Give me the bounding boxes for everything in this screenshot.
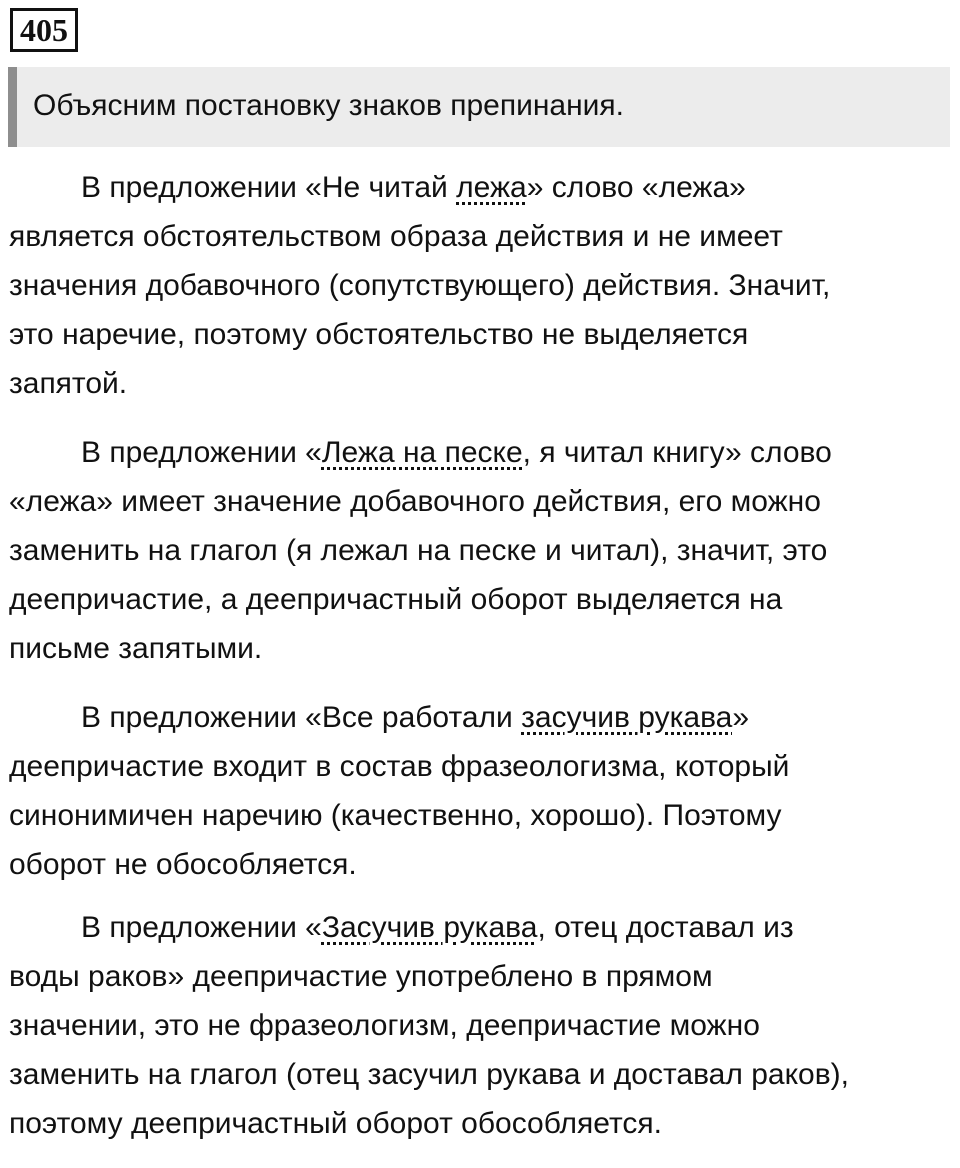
text-segment: значения добавочного (сопутствующего) действия. Значит,: [9, 269, 831, 302]
text-segment: В предложении «Не читай: [81, 171, 457, 204]
text-segment: » слово «лежа»: [526, 171, 746, 204]
text-line: [9, 575, 951, 624]
text-line: [9, 903, 951, 952]
paragraph: [9, 693, 951, 889]
text-segment: «лежа» имеет значение добавочного действия, его можно: [9, 485, 821, 518]
explanation-text: [9, 163, 951, 1168]
text-segment: , отец доставал из: [537, 911, 794, 944]
text-segment: деепричастие входит в состав фразеологизма, который: [9, 750, 790, 783]
text-segment: »: [732, 701, 750, 734]
heading-text: Объясним постановку знаков препинания.: [33, 89, 625, 122]
text-line: [9, 526, 951, 575]
text-segment: письме запятыми.: [9, 632, 263, 665]
text-segment: это наречие, поэтому обстоятельство не выделяется: [9, 318, 749, 351]
text-line: [9, 212, 951, 261]
text-line: [9, 791, 951, 840]
text-line: [9, 693, 951, 742]
paragraph: [9, 163, 951, 408]
text-segment: оборот не обособляется.: [9, 848, 357, 881]
underlined-adverbial: Засучив рукава: [321, 911, 538, 944]
text-line: [9, 310, 951, 359]
text-line: [9, 840, 951, 889]
text-line: [9, 428, 951, 477]
heading-box: [8, 67, 950, 147]
text-segment: синонимичен наречию (качественно, хорошо). Поэтому: [9, 799, 782, 832]
paragraph: [9, 428, 951, 673]
paragraph: [9, 903, 951, 1148]
text-segment: значении, это не фразеологизм, деепричастие можно: [9, 1009, 760, 1042]
text-line: [9, 477, 951, 526]
text-segment: является обстоятельством образа действия и не имеет: [9, 220, 783, 253]
text-segment: , я читал книгу» слово: [522, 436, 832, 469]
text-segment: В предложении «: [81, 436, 322, 469]
text-line: [9, 261, 951, 310]
underlined-adverbial: засучив рукава: [521, 701, 733, 734]
underlined-adverbial-phrase: Лежа на песке: [321, 436, 523, 469]
text-segment: заменить на глагол (я лежал на песке и читал), значит, это: [9, 534, 828, 567]
text-segment: запятой.: [9, 367, 128, 400]
text-line: [9, 1099, 951, 1148]
text-line: [9, 359, 951, 408]
task-number: 405: [10, 8, 78, 52]
text-segment: деепричастие, а деепричастный оборот выделяется на: [9, 583, 783, 616]
text-line: [9, 163, 951, 212]
text-segment: заменить на глагол (отец засучил рукава и доставал раков),: [9, 1058, 849, 1091]
text-line: [9, 742, 951, 791]
text-line: [9, 952, 951, 1001]
text-line: [9, 624, 951, 673]
text-segment: воды раков» деепричастие употреблено в прямом: [9, 960, 713, 993]
text-line: [9, 1001, 951, 1050]
text-segment: В предложении «Все работали: [81, 701, 522, 734]
text-line: [9, 1050, 951, 1099]
underlined-adverbial: лежа: [456, 171, 527, 204]
text-segment: В предложении «: [81, 911, 322, 944]
text-segment: поэтому деепричастный оборот обособляется.: [9, 1107, 662, 1140]
